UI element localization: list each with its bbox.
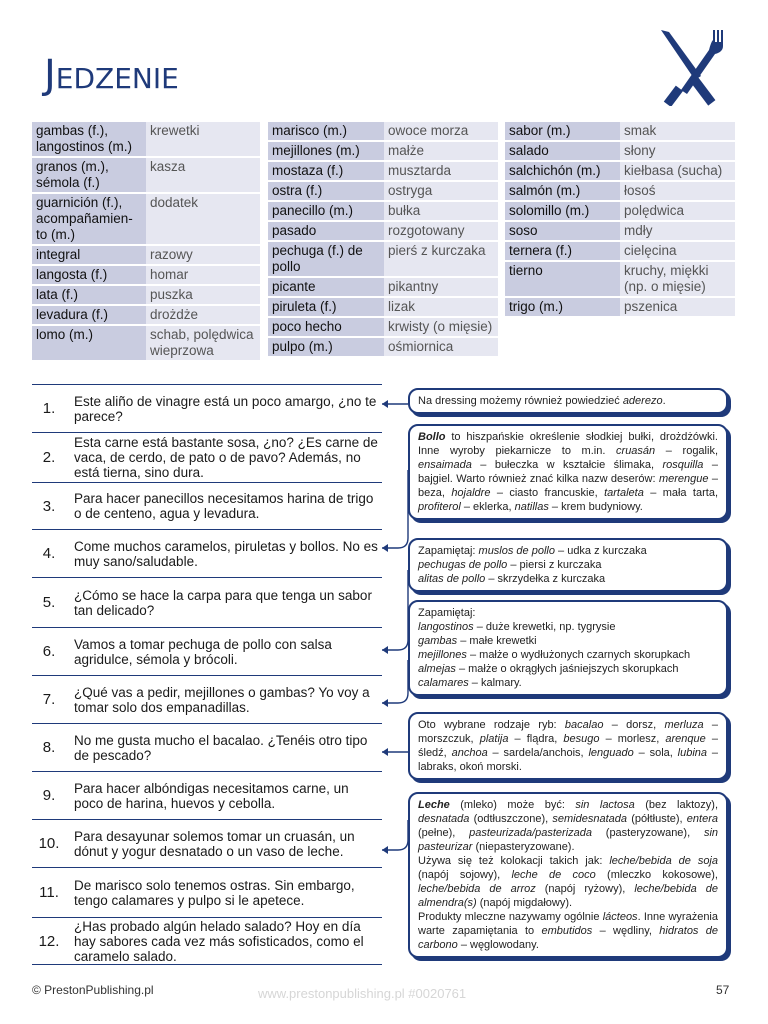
note-aderezo: [408, 388, 728, 414]
note-term: pechugas de pollo: [418, 559, 508, 571]
note-term: hidratos de carbono: [418, 925, 718, 951]
vocab-spanish: pulpo (m.): [268, 338, 384, 356]
vocab-spanish: tierno: [505, 262, 620, 296]
vocab-spanish: integral: [32, 246, 146, 264]
note-text: – węglowodany.: [457, 939, 539, 951]
note-text: – ciasto francuskie,: [490, 487, 605, 499]
note-text: – małże o wydłużonych czarnych skorupkach: [466, 649, 691, 661]
note-term: rosquilla: [662, 459, 704, 471]
exercise-row: [32, 577, 382, 627]
note-text: (mleczko kokosowe),: [595, 869, 718, 881]
note-text: – bułeczka w kształcie ślimaka,: [471, 459, 663, 471]
vocab-row: [268, 142, 498, 160]
note-text: – morszczuk,: [418, 719, 718, 745]
vocab-polish: ostryga: [384, 182, 498, 200]
footer-copyright: © PrestonPublishing.pl: [32, 983, 154, 997]
note-term: lubina: [677, 747, 708, 759]
note-term: pasteurizada/pasterizada: [469, 827, 592, 839]
exercise-sentence: Este aliño de vinagre está un poco amargo, ¿no te parece?: [74, 393, 377, 424]
note-text: Zapamiętaj:: [418, 607, 476, 619]
exercise-sentence: Para hacer panecillos necesitamos harina de trigo o de centeno, agua y levadura.: [74, 491, 374, 521]
note-text: .: [662, 395, 666, 407]
vocab-spanish: guarnición (f.), acompañamien-to (m.): [32, 194, 146, 244]
note-text: (niepasteryzowane).: [472, 841, 575, 853]
vocab-row: [32, 122, 260, 156]
note-text: (napój ryżowy),: [535, 883, 635, 895]
vocab-spanish: granos (m.), sémola (f.): [32, 158, 146, 192]
vocab-spanish: trigo (m.): [505, 298, 620, 316]
note-term: lenguado: [588, 747, 634, 759]
exercise-number: 12.: [38, 932, 60, 950]
note-term: tartaleta: [604, 487, 644, 499]
note-text: (napój sojowy),: [418, 869, 512, 881]
exercise-number: 3.: [42, 497, 56, 515]
note-term: leche/bebida de soja: [609, 855, 718, 867]
exercise-sentence: Vamos a tomar pechuga de pollo con salsa agridulce, sémola y brócoli.: [74, 636, 332, 667]
note-term: bacalao: [564, 719, 604, 731]
note-term: ensaimada: [418, 459, 472, 471]
title-initial: J: [44, 52, 56, 98]
vocab-spanish: salmón (m.): [505, 182, 620, 200]
note-heading: Leche: [418, 799, 450, 811]
exercise-sentence: No me gusta mucho el bacalao. ¿Tenéis otro tipo de pescado?: [74, 732, 368, 763]
note-text: Oto wybrane rodzaje ryb:: [418, 719, 565, 731]
note-text: – sardela/anchois,: [487, 747, 589, 759]
vocab-row: [268, 222, 498, 240]
vocab-polish: pikantny: [384, 278, 498, 296]
vocab-polish: słony: [620, 142, 735, 160]
note-text: – udka z kurczaka: [554, 545, 647, 557]
vocab-row: [268, 318, 498, 336]
vocab-row: [268, 278, 498, 296]
vocab-spanish: ostra (f.): [268, 182, 384, 200]
note-term: sin lactosa: [575, 799, 635, 811]
vocab-spanish: levadura (f.): [32, 306, 146, 324]
note-text: Produkty mleczne nazywamy ogólnie: [418, 911, 603, 923]
vocab-row: [268, 202, 498, 220]
note-text: – piersi z kurczaka: [507, 559, 602, 571]
note-term: calamares: [418, 677, 469, 689]
vocab-row: [505, 202, 735, 220]
vocab-polish: kasza: [146, 158, 260, 192]
note-bollo: [408, 424, 728, 520]
exercise-row: [32, 384, 382, 432]
vocab-spanish: piruleta (f.): [268, 298, 384, 316]
vocab-row: [32, 326, 260, 360]
vocab-polish: drożdże: [146, 306, 260, 324]
exercise-row: [32, 675, 382, 723]
vocab-polish: kiełbasa (sucha): [620, 162, 735, 180]
exercise-number: 11.: [39, 884, 59, 901]
vocab-row: [505, 142, 735, 160]
vocab-polish: polędwica: [620, 202, 735, 220]
note-term: embutidos: [541, 925, 593, 937]
vocab-spanish: mejillones (m.): [268, 142, 384, 160]
title-rest: EDZENIE: [55, 62, 179, 95]
exercise-row: [32, 482, 382, 529]
exercise-number: 5.: [42, 594, 56, 611]
exercise-list: [32, 384, 382, 965]
note-text: – bajgiel. Warto również znać kilka nazw deserów:: [418, 459, 718, 485]
note-text: Zapamiętaj:: [418, 545, 479, 557]
exercise-number: 4.: [42, 545, 56, 562]
vocab-row: [505, 182, 735, 200]
vocab-spanish: solomillo (m.): [505, 202, 620, 220]
note-text: – mała tarta,: [643, 487, 719, 499]
vocab-polish: puszka: [146, 286, 260, 304]
vocab-row: [268, 298, 498, 316]
vocab-polish: owoce morza: [384, 122, 498, 140]
vocab-row: [268, 122, 498, 140]
note-term: natillas: [514, 501, 549, 513]
note-text: – małe krewetki: [457, 635, 537, 647]
note-term: muslos de pollo: [478, 545, 555, 557]
note-term: aderezo: [622, 395, 663, 407]
note-term: cruasán: [616, 445, 656, 457]
vocab-polish: cielęcina: [620, 242, 735, 260]
note-term: merengue: [658, 473, 709, 485]
exercise-sentence: ¿Has probado algún helado salado? Hoy en día hay sabores cada vez más sofisticados, como el caramelo salado.: [74, 918, 364, 964]
vocab-spanish: sabor (m.): [505, 122, 620, 140]
note-term: semidesnatada: [552, 813, 628, 825]
note-text: – śledź,: [418, 733, 718, 759]
note-text: (mleko) może być:: [449, 799, 576, 811]
vocab-spanish: mostaza (f.): [268, 162, 384, 180]
vocab-row: [32, 266, 260, 284]
vocab-spanish: gambas (f.), langostinos (m.): [32, 122, 146, 156]
note-text: – rogalik,: [655, 445, 718, 457]
vocab-row: [32, 194, 260, 244]
note-text: (odtłuszczone),: [469, 813, 553, 825]
vocab-row: [505, 242, 735, 260]
note-term: gambas: [418, 635, 458, 647]
exercise-number: 8.: [42, 739, 56, 756]
vocab-polish: rozgotowany: [384, 222, 498, 240]
exercise-sentence: Para desayunar solemos tomar un cruasán, un dónut y yogur desnatado o un vaso de leche.: [74, 828, 355, 859]
vocab-polish: małże: [384, 142, 498, 160]
note-text: – labraks, okoń morski.: [418, 747, 718, 773]
exercise-row: [32, 917, 382, 965]
vocab-polish: homar: [146, 266, 260, 284]
vocab-polish: musztarda: [384, 162, 498, 180]
note-text: – skrzydełka z kurczaka: [485, 573, 606, 585]
exercise-sentence: Esta carne está bastante sosa, ¿no? ¿Es carne de vaca, de cerdo, de pato o de pavo? Además, no está tierna, sino dura.: [74, 435, 378, 480]
note-text: – morlesz,: [599, 733, 666, 745]
note-term: langostinos: [418, 621, 474, 633]
note-text: (półtłuste),: [627, 813, 687, 825]
note-text: – dorsz,: [603, 719, 665, 731]
vocab-polish: krwisty (o mięsie): [384, 318, 498, 336]
vocab-polish: pierś z kurczaka: [384, 242, 498, 276]
exercise-number: 9.: [42, 787, 56, 804]
knife-fork-icon: [655, 28, 727, 106]
vocab-polish: krewetki: [146, 122, 260, 156]
note-text: to hiszpańskie określenie słodkiej bułki, drożdżówki. Inne wyroby piekarnicze to m.in.: [418, 431, 718, 457]
note-text: . Inne wyrażenia warte zapamiętania to: [418, 911, 718, 937]
note-term: almejas: [418, 663, 456, 675]
exercise-number: 2.: [42, 449, 56, 466]
note-text: – sola,: [633, 747, 678, 759]
vocab-polish: bułka: [384, 202, 498, 220]
vocab-spanish: panecillo (m.): [268, 202, 384, 220]
vocab-spanish: langosta (f.): [32, 266, 146, 284]
vocab-row: [32, 246, 260, 264]
vocab-polish: dodatek: [146, 194, 260, 244]
note-term: leche/bebida de arroz: [418, 883, 536, 895]
note-term: alitas de pollo: [418, 573, 486, 585]
exercise-row: [32, 432, 382, 482]
page-number: 57: [716, 983, 730, 997]
vocab-row: [32, 306, 260, 324]
exercise-number: 7.: [42, 691, 56, 708]
note-text: – flądra,: [508, 733, 564, 745]
vocab-polish: kruchy, miękki (np. o mięsie): [620, 262, 735, 296]
note-pollo: [408, 538, 728, 592]
note-term: leche/bebida de almendra(s): [418, 883, 718, 909]
exercise-number: 1.: [42, 400, 56, 417]
exercise-sentence: ¿Qué vas a pedir, mejillones o gambas? Yo voy a tomar solo dos empanadillas.: [74, 684, 370, 715]
note-text: – wędliny,: [592, 925, 660, 937]
note-text: – krem budyniowy.: [548, 501, 643, 513]
vocab-row: [505, 222, 735, 240]
note-text: – beza,: [418, 473, 718, 499]
exercise-sentence: Para hacer albóndigas necesitamos carne, un poco de harina, huevos y cebolla.: [74, 780, 349, 811]
note-term: entera: [686, 813, 718, 825]
note-text: – kalmary.: [468, 677, 522, 689]
vocab-row: [505, 122, 735, 140]
exercise-row: [32, 627, 382, 675]
exercise-sentence: Come muchos caramelos, piruletas y bollos. No es muy sano/saludable.: [74, 538, 378, 569]
page-title: [44, 52, 179, 98]
note-term: platija: [479, 733, 509, 745]
vocab-spanish: lata (f.): [32, 286, 146, 304]
vocab-row: [505, 298, 735, 316]
note-text: – małże o okrągłych jaśniejszych skorupkach: [455, 663, 679, 675]
note-heading: Bollo: [418, 431, 446, 443]
note-term: anchoa: [451, 747, 488, 759]
vocab-polish: razowy: [146, 246, 260, 264]
note-term: hojaldre: [451, 487, 491, 499]
exercise-row: [32, 819, 382, 867]
note-term: merluza: [664, 719, 704, 731]
vocab-row: [268, 242, 498, 276]
vocab-spanish: soso: [505, 222, 620, 240]
note-term: besugo: [563, 733, 600, 745]
vocab-row: [505, 162, 735, 180]
vocab-table-3: [505, 120, 735, 318]
exercise-row: [32, 771, 382, 819]
note-term: desnatada: [418, 813, 470, 825]
vocab-spanish: pasado: [268, 222, 384, 240]
vocab-polish: ośmiornica: [384, 338, 498, 356]
note-term: mejillones: [418, 649, 467, 661]
note-text: Używa się też kolokacji takich jak:: [418, 855, 610, 867]
vocab-polish: lizak: [384, 298, 498, 316]
vocab-polish: mdły: [620, 222, 735, 240]
vocab-spanish: picante: [268, 278, 384, 296]
exercise-number: 10.: [38, 835, 60, 852]
note-text: (pasteryzowane),: [592, 827, 704, 839]
exercise-sentence: ¿Cómo se hace la carpa para que tenga un sabor tan delicado?: [74, 587, 372, 618]
vocab-table-2: [268, 120, 498, 358]
note-pescado: [408, 712, 728, 780]
vocab-row: [268, 182, 498, 200]
vocab-row: [505, 262, 735, 296]
note-text: Na dressing możemy również powiedzieć: [418, 395, 623, 407]
note-term: profiterol: [418, 501, 461, 513]
vocab-spanish: pechuga (f.) de pollo: [268, 242, 384, 276]
vocab-table-1: [32, 120, 260, 362]
exercise-number: 6.: [42, 643, 56, 660]
vocab-spanish: ternera (f.): [505, 242, 620, 260]
note-text: – duże krewetki, np. tygrysie: [473, 621, 616, 633]
exercise-row: [32, 723, 382, 771]
vocab-spanish: lomo (m.): [32, 326, 146, 360]
vocab-spanish: poco hecho: [268, 318, 384, 336]
note-text: (bez laktozy),: [634, 799, 718, 811]
note-term: leche de coco: [511, 869, 596, 881]
vocab-spanish: marisco (m.): [268, 122, 384, 140]
note-term: arenque: [665, 733, 706, 745]
vocab-polish: schab, polędwica wieprzowa: [146, 326, 260, 360]
exercise-sentence: De marisco solo tenemos ostras. Sin embargo, tengo calamares y pulpo si le apetece.: [74, 877, 355, 908]
note-term: lácteos: [602, 911, 638, 923]
note-text: (pełne),: [418, 827, 470, 839]
vocab-polish: pszenica: [620, 298, 735, 316]
vocab-row: [268, 162, 498, 180]
footer-watermark: www.prestonpublishing.pl #0020761: [258, 986, 467, 1001]
note-term: sin pasteurizar: [418, 827, 718, 853]
note-text: (napój migdałowy).: [476, 897, 573, 909]
note-mariscos: [408, 600, 728, 696]
note-leche: [408, 792, 728, 958]
exercise-row: [32, 529, 382, 577]
vocab-row: [32, 158, 260, 192]
vocab-row: [268, 338, 498, 356]
exercise-row: [32, 867, 382, 917]
note-text: – eklerka,: [460, 501, 515, 513]
vocab-polish: łosoś: [620, 182, 735, 200]
vocab-spanish: salchichón (m.): [505, 162, 620, 180]
vocab-polish: smak: [620, 122, 735, 140]
vocab-spanish: salado: [505, 142, 620, 160]
vocab-row: [32, 286, 260, 304]
